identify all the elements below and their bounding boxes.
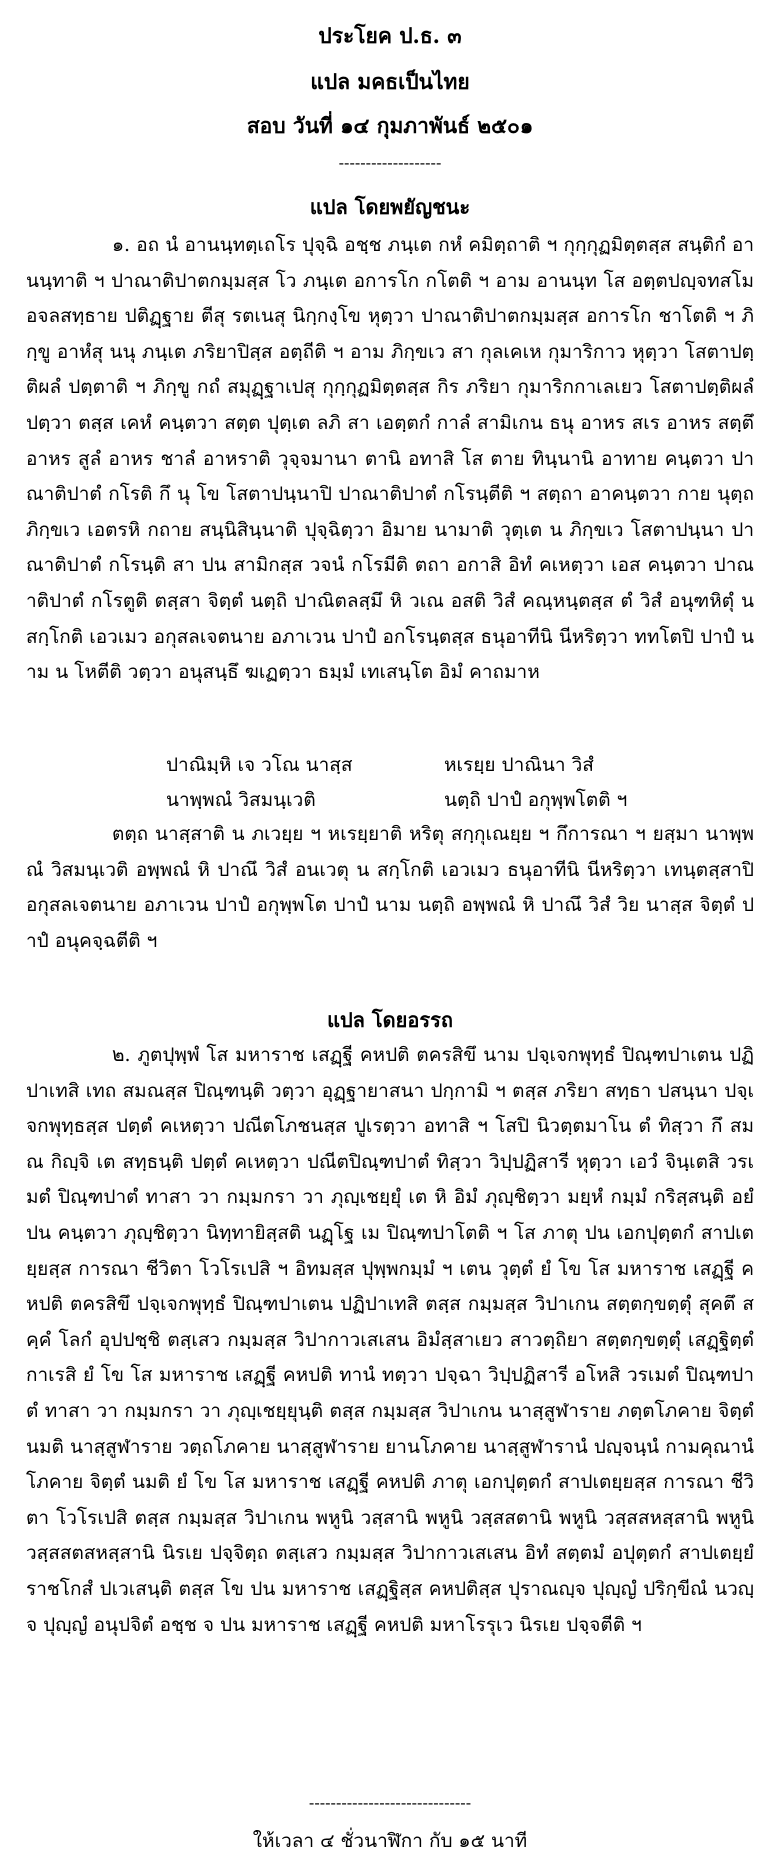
section1-heading: แปล โดยพยัญชนะ bbox=[309, 195, 471, 219]
exam-title: ประโยค ป.ธ. ๓ bbox=[318, 23, 462, 48]
exam-subject: แปล มคธเป็นไทย bbox=[310, 69, 470, 94]
header-separator: ------------------- bbox=[338, 153, 442, 172]
verse-line-1-b: หเรยฺย ปาณินา วิสํ bbox=[444, 754, 594, 776]
section1-paragraph2 bbox=[26, 817, 754, 959]
verse-line-2-b: นตฺถิ ปาปํ อกุพฺพโตติ ฯ bbox=[444, 789, 628, 811]
footer-separator: ------------------------------ bbox=[308, 1793, 472, 1812]
paragraph-text: ๒. ภูตปุพฺพํ โส มหาราช เสฏฺฐี คหปติ ตครสิขึ นาม ปจฺเจกพุทฺธํ ปิณฺฑปาเตน ปฏิปาเทสิ เทถ สมณสฺส ปิณฺฑนฺติ วตฺวา อุฏฺฐายาสนา ปกฺกามิ ฯ ตสฺส ภริยา สทฺธา ปสนฺนา ปจฺเจกพุทฺธสฺส ปตฺตํ คเหตฺวา ปณีตโภชนสฺส ปูเรตฺวา อทาสิ ฯ โสปิ นิวตฺตมาโน ตํ ทิสฺวา กึ สมณ กิญฺจิ เต สทฺธนฺติ ปตฺตํ คเหตฺวา ปณีตปิณฺฑปาตํ ทิสฺวา วิปฺปฏิสารี หุตฺวา เอวํ จินฺเตสิ วรเมตํ ปิณฺฑปาตํ ทาสา วา กมฺมกรา วา ภุญฺเชยฺยุํ เต หิ อิมํ ภุญฺชิตฺวา มยฺหํ กมฺมํ กริสฺสนฺติ อยํ ปน คนฺตวา ภุญฺชิตฺวา นิทฺทายิสฺสติ นฏฺโฐ เม ปิณฺฑปาโตติ ฯ โส ภาตุ ปน เอกปุตฺตกํ สาปเตยฺยสฺส การณา ชีวิตา โวโรเปสิ ฯ อิทมสฺส ปุพฺพกมฺมํ ฯ เตน วุตฺตํ ยํ โข โส มหาราช เสฏฺฐี คหปติ ตครสิขึ ปจฺเจกพุทฺธํ ปิณฺฑปาเตน ปฏิปาเทสิ ตสฺส กมฺมสฺส วิปาเกน สตฺตกฺขตฺตุํ สุคตึ สคฺคํ โลกํ อุปปชฺชิ ตสฺเสว กมฺมสฺส วิปากาวเสเสน อิมํสฺสาเยว สาวตฺถิยา สตฺตกฺขตฺตุํ เสฏฺฐิตฺตํ กาเรสิ ยํ โข โส มหาราช เสฏฺฐี คหปติ ทานํ ทตฺวา ปจฺฉา วิปฺปฏิสารี อโหสิ วรเมตํ ปิณฺฑปาตํ ทาสา วา กมฺมกรา วา ภุญฺเชยฺยุนฺติ ตสฺส กมฺมสฺส วิปาเกน นาสฺสูฬาราย ภตฺตโภคาย จิตฺตํ นมติ นาสฺสูฬาราย วตฺถโภคาย นาสฺสูฬาราย ยานโภคาย นาสฺสูฬารานํ ปญฺจนฺนํ กามคุณานํ โภคาย จิตฺตํ นมติ ยํ โข โส มหาราช เสฏฺฐี คหปติ ภาตุ เอกปุตฺตกํ สาปเตยฺยสฺส การณา ชีวิตา โวโรเปสิ ตสฺส กมฺมสฺส วิปาเกน พหูนิ วสฺสานิ พหูนิ วสฺสสตานิ พหูนิ วสฺสสหสฺสานิ พหูนิ วสฺสสตสหสฺสานิ นิรเย ปจฺจิตฺถ ตสฺเสว กมฺมสฺส วิปากาวเสเสน อิทํ สตฺตมํ อปุตฺตกํ สาปเตยฺยํ ราชโกสํ ปเวเสนฺติ ตสฺส โข ปน มหาราช เสฏฺฐิสฺส คหปติสฺส ปุราณญฺจ ปุญฺญํ ปริกฺขีณํ นวญฺจ ปุญฺญํ อนุปจิตํ อชฺช จ ปน มหาราช เสฏฺฐี คหปติ มหาโรรุเว นิรเย ปจฺจตีติ ฯ bbox=[26, 1044, 754, 1636]
paragraph-text: ตตฺถ นาสฺสาติ น ภเวยฺย ฯ หเรยฺยาติ หริตุ สกฺกุเณยฺย ฯ กึการณา ฯ ยสฺมา นาพฺพณํ วิสมนฺเวติ อพฺพณํ หิ ปาณึ วิสํ อนเวตุ น สกฺโกติ เอวเมว ธนุอาทีนิ นีหริตฺวา เทนฺตสฺสาปิ อกุสลเจตนาย อภาเวน ปาปํ อกุพฺพโต ปาปํ นาม นตฺถิ อพฺพณํ หิ ปาณึ วิสํ วิย นาสฺส จิตฺตํ ปาปํ อนุคจฺฉตีติ ฯ bbox=[26, 823, 754, 952]
section1-paragraph1 bbox=[26, 228, 754, 691]
exam-date: สอบ วันที่ ๑๔ กุมภาพันธ์ ๒๕๐๑ bbox=[246, 113, 534, 138]
verse-line-1-a: ปาณิมฺหิ เจ วโณ นาสฺส bbox=[166, 754, 353, 776]
section2-heading: แปล โดยอรรถ bbox=[327, 1008, 453, 1032]
section2-paragraph bbox=[26, 1038, 754, 1643]
paragraph-text: ๑. อถ นํ อานนฺทตฺเถโร ปุจฺฉิ อชฺช ภนฺเต กหํ คมิตฺถาติ ฯ กุกฺกุฏมิตฺตสฺส สนฺติกํ อานนฺทาติ ฯ ปาณาติปาตกมฺมสฺส โว ภนฺเต อการโก กโตติ ฯ อาม อานนฺท โส อตฺตปญฺจทสโม อจลสทฺธาย ปติฏฺฐาย ตีสุ รตเนสุ นิกฺกงฺโข หุตฺวา ปาณาติปาตกมฺมสฺส อการโก ชาโตติ ฯ ภิกฺขู อาหํสุ นนุ ภนฺเต ภริยาปิสฺส อตฺถีติ ฯ อาม ภิกฺขเว สา กุลเคเห กุมาริกาว หุตฺวา โสตาปตฺติผลํ ปตฺตาติ ฯ ภิกฺขู กถํ สมุฏฺฐาเปสุ กุกฺกุฏมิตฺตสฺส กิร ภริยา กุมาริกกาเลเยว โสตาปตฺติผลํ ปตฺวา ตสฺส เคหํ คนฺตวา สตฺต ปุตฺเต ลภิ สา เอตฺตกํ กาลํ สามิเกน ธนุ อาหร สเร อาหร สตฺตึ อาหร สูลํ อาหร ชาลํ อาหราติ วุจฺจมานา ตานิ อทาสิ โส ตาย ทินฺนานิ อาทาย คนฺตวา ปาณาติปาตํ กโรติ กึ นุ โข โสตาปนฺนาปิ ปาณาติปาตํ กโรนฺตีติ ฯ สตฺถา อาคนฺตวา กาย นุตฺถ ภิกฺขเว เอตรหิ กถาย สนฺนิสินฺนาติ ปุจฺฉิตฺวา อิมาย นามาติ วุตฺเต น ภิกฺขเว โสตาปนฺนา ปาณาติปาตํ กโรนฺติ สา ปน สามิกสฺส วจนํ กโรมีติ ตถา อกาสิ อิทํ คเหตฺวา เอส คนฺตวา ปาณาติปาตํ กโรตูติ ตสฺสา จิตฺตํ นตฺถิ ปาณิตลสฺมึ หิ วเณ อสติ วิสํ คณฺหนฺตสฺส ตํ วิสํ อนุฑหิตุํ น สกฺโกติ เอวเมว อกุสลเจตนาย อภาเวน ปาปํ อกโรนฺตสฺส ธนุอาทีนิ นีหริตฺวา ททโตปิ ปาปํ นาม น โหตีติ วตฺวา อนุสนฺธึ ฆเฏตฺวา ธมฺมํ เทเสนฺโต อิมํ คาถมาห bbox=[26, 234, 754, 684]
time-allowed-note: ให้เวลา ๔ ชั่วนาฬิกา กับ ๑๕ นาที bbox=[252, 1830, 528, 1852]
verse-line-2-a: นาพฺพณํ วิสมนฺเวติ bbox=[166, 789, 316, 811]
